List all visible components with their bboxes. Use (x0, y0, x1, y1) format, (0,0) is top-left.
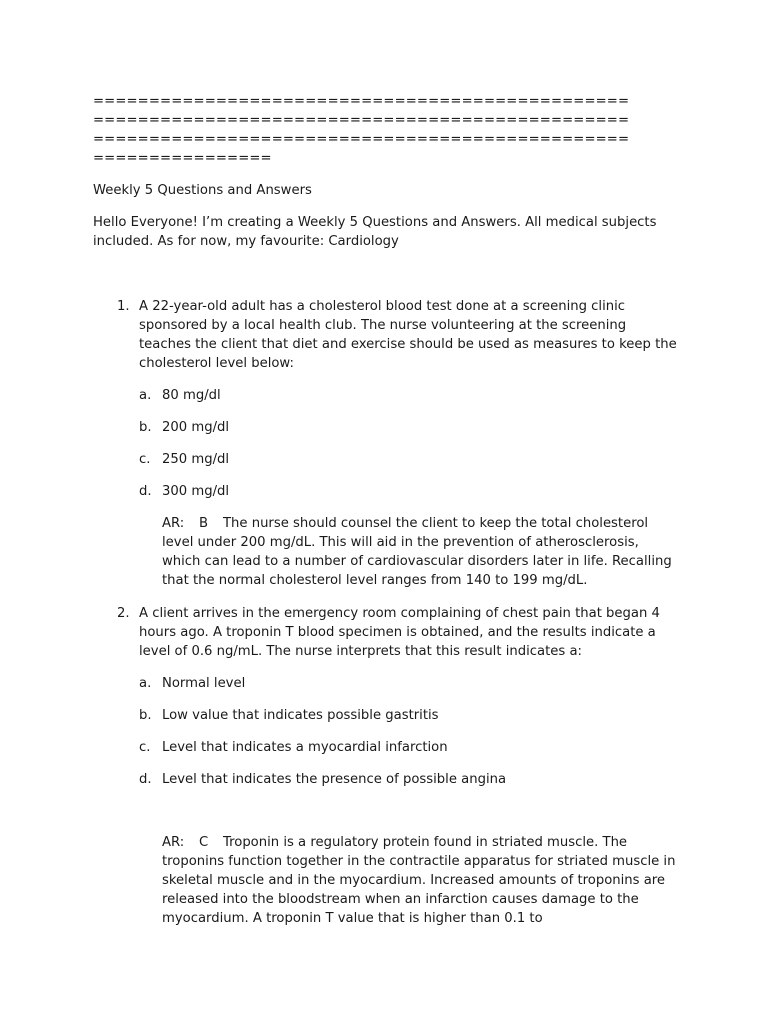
intro-paragraph: Hello Everyone! I’m creating a Weekly 5 Questions and Answers. All medical subjects included. As for now, my favourite: Cardiology (93, 215, 657, 249)
separator-line: ================================================ (93, 113, 630, 128)
option-text: Low value that indicates possible gastritis (162, 708, 439, 723)
separator-line: ================================================ (93, 132, 630, 147)
option-text: 80 mg/dl (162, 388, 221, 403)
rationale-text: Troponin is a regulatory protein found in striated muscle. The troponins function together in the contractile apparatus for striated muscle in skeletal muscle and in the myocardium. Increased amounts of troponins are released into the bloodstream when an infarction causes damage to the myocardium. A troponin T value that is higher than 0.1 to (162, 835, 676, 926)
answer-rationale (139, 514, 680, 590)
option-text: Level that indicates the presence of possible angina (162, 772, 507, 787)
option-letter: c. (139, 452, 151, 467)
answer-option (139, 674, 680, 693)
option-letter: b. (139, 708, 152, 723)
answer-option (139, 770, 680, 789)
question-text: A client arrives in the emergency room complaining of chest pain that began 4 hours ago. A troponin T blood specimen is obtained, and the results indicate a level of 0.6 ng/mL. The nurse interprets that this result indicates a: (139, 606, 660, 659)
option-letter: d. (139, 772, 152, 787)
answer-option (139, 738, 680, 757)
separator-line: ================================================ (93, 94, 630, 109)
correct-answer: C (199, 835, 209, 850)
separator-line: ================ (93, 151, 272, 166)
option-letter: c. (139, 740, 151, 755)
option-letter: d. (139, 484, 152, 499)
answer-options (139, 674, 680, 789)
document-title: Weekly 5 Questions and Answers (93, 183, 312, 198)
answer-option (139, 386, 680, 405)
answer-option (139, 418, 680, 437)
question-number: 2. (117, 606, 130, 621)
question-item (93, 604, 680, 928)
question-number: 1. (117, 299, 130, 314)
rationale-label: AR: (162, 835, 185, 850)
answer-rationale (139, 833, 680, 928)
rationale-text: The nurse should counsel the client to keep the total cholesterol level under 200 mg/dL. This will aid in the prevention of atherosclerosis, which can lead to a number of cardiovascular disorders later in life. Recalling that the normal cholesterol level ranges from 140 to 199 mg/dL. (162, 516, 672, 588)
option-text: Level that indicates a myocardial infarction (162, 740, 448, 755)
option-letter: b. (139, 420, 152, 435)
answer-options (139, 386, 680, 501)
question-text: A 22-year-old adult has a cholesterol blood test done at a screening clinic sponsored by a local health club. The nurse volunteering at the screening teaches the client that diet and exercise should be used as measures to keep the cholesterol level below: (139, 299, 677, 371)
answer-option (139, 706, 680, 725)
option-letter: a. (139, 676, 152, 691)
option-text: 200 mg/dl (162, 420, 230, 435)
option-letter: a. (139, 388, 152, 403)
correct-answer: B (199, 516, 209, 531)
question-list (93, 297, 680, 928)
answer-option (139, 450, 680, 469)
question-item (93, 297, 680, 590)
option-text: 250 mg/dl (162, 452, 230, 467)
answer-option (139, 482, 680, 501)
option-text: Normal level (162, 676, 246, 691)
separator-block (93, 92, 680, 168)
option-text: 300 mg/dl (162, 484, 230, 499)
rationale-label: AR: (162, 516, 185, 531)
